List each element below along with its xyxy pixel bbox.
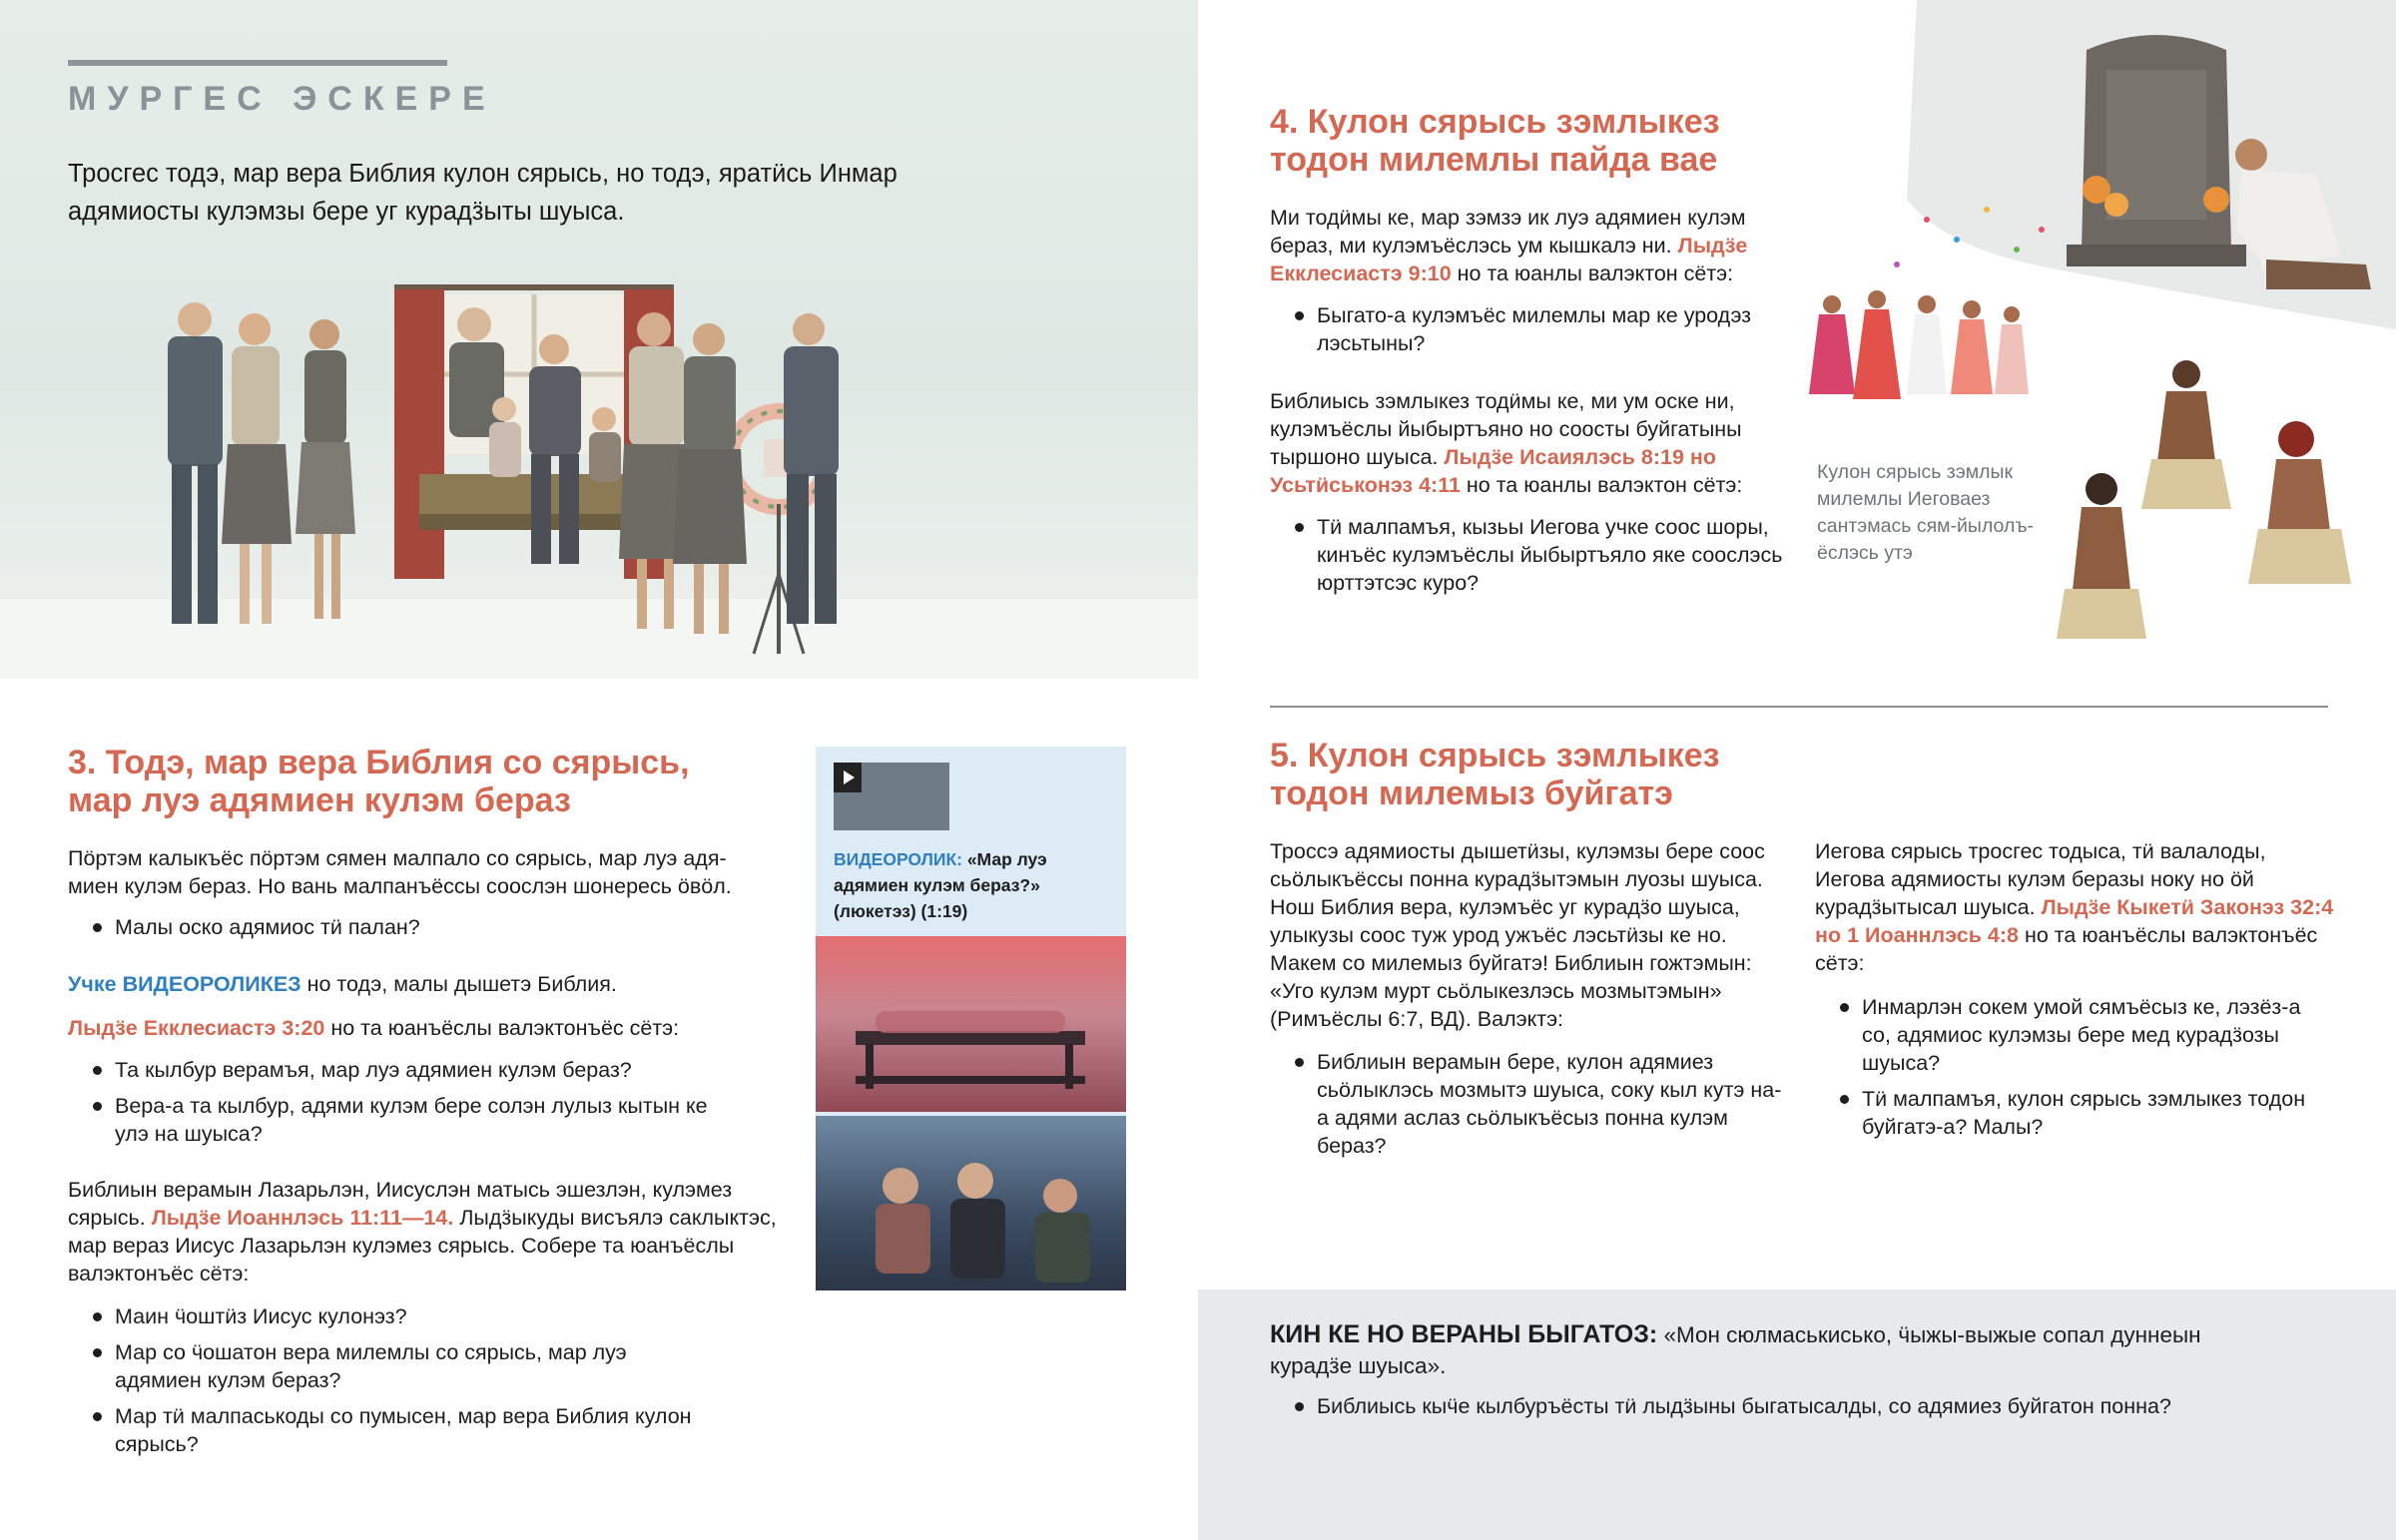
bullet: Быгато-а кулэмъёс милемлы мар ке уродэз лэсьтыны? [1270, 301, 1789, 357]
scripture-link[interactable]: Лыдӟе Кыкетӥ Законэз 32:4 но 1 Иоаннлэсь 4:8 [1815, 895, 2334, 947]
hospital-bed-illustration [816, 936, 1126, 1112]
funeral-illustration [120, 274, 879, 669]
cemetery-festival-illustration [1797, 0, 2396, 679]
section-5-paragraph-1: Троссэ адямиосты дышетӥзы, кулэмзы бере соос сьӧлыкъёссы понна курадӟытэмын луозы шуыса. Нош Библия вера, кулэмъёс уг курадӟо шуыса, улыкузы соос туж урод ужъёс лэсьтӥзы ке но. Макем со милемыз буйгатэ! Библиын гожтэмын: «Уго кулэм мурт сьӧлыкезлэсь мозмытэмын» (Римъёслы 6:7, ВД). Валэктэ: [1270, 839, 1765, 1031]
paragraph-text: Иегова сярысь тросгес тодыса, тӥ валалоды, Иегова адямиосты кулэм беразы ноку но ӧй курадӟытысал шуыса. [1815, 839, 2266, 919]
section-4-title [1270, 103, 1829, 179]
paragraph-text: Лыдӟыкуды висъялэ саклыктэс, мар вераз Иисус Лазарьлэн кулэмез сярысь. Собере та юанъёслы валэктонъёс сётэ: [68, 1206, 777, 1285]
section-5-title-line2: тодон милемыз буйгатэ [1270, 774, 1673, 812]
hero-section [0, 0, 1198, 679]
bullet: Вера-а та кылбур, адями кулэм бере солэн лулыз кытын ке улэ на шуыса? [68, 1092, 717, 1148]
hospital-image [816, 936, 1126, 1112]
section-5-paragraph-2 [1815, 837, 2334, 977]
intro-text: Тросгес тодэ, мар вера Библия кулон сярысь, но тодэ, яратӥсь Инмар адямиосты кулэмзы бере уг курадӟыты шуыса. [68, 160, 898, 226]
bullet: Инмарлэн сокем умой сямъёсыз ке, лэзёз-а со, адямиос кулэмзы бере мед курадӟозы шуыса? [1815, 993, 2334, 1077]
section-5-title-line1: 5. Кулон сярысь зэмлыкез [1270, 737, 1720, 774]
play-icon[interactable] [834, 763, 862, 792]
video-title: «Мар луэ адямиен кулэм бераз?» (люкетэз) (1:19) [834, 849, 1047, 921]
section-5-title [1270, 737, 1829, 812]
section-5-bullets-1 [1270, 1048, 1789, 1168]
bullet: Мар тӥ малпаськоды со пумысен, мар вера Библия кулон сярысь? [68, 1402, 717, 1458]
video-link[interactable]: ВИДЕОРОЛИКЕЗ [122, 972, 301, 996]
scripture-link[interactable]: Лыдӟе Иоаннлэсь 11:11—14. [151, 1206, 454, 1230]
video-caption [834, 846, 1113, 924]
section-3-title-line2: мар луэ адямиен кулэм бераз [68, 781, 571, 819]
section-4-title-line1: 4. Кулон сярысь зэмлыкез [1270, 103, 1720, 141]
section-4-bullets-1 [1270, 301, 1789, 365]
grieving-people-image [816, 1116, 1126, 1290]
bullet: Малы оско адямиос тӥ палан? [68, 913, 767, 941]
section-3-paragraph-2 [68, 970, 787, 998]
bullet: Маин ӵоштӥз Иисус кулонэз? [68, 1302, 717, 1330]
video-card[interactable] [816, 747, 1126, 1290]
section-divider [1270, 706, 2328, 708]
footer-bullets [1270, 1392, 2318, 1428]
section-4-bullets-2 [1270, 513, 1789, 605]
bullet: Та кылбур верамъя, мар луэ адямиен кулэм бераз? [68, 1056, 717, 1084]
scripture-link[interactable]: Лыдӟе Исаиялэсь 8:19 но Усьтӥськонэз 4:11 [1270, 445, 1716, 497]
section-3-title [68, 744, 787, 819]
section-4-paragraph-2 [1270, 387, 1789, 499]
paragraph-text: но тодэ, малы дышетэ Библия. [300, 972, 617, 996]
bullet: Тӥ малпамъя, кызьы Иегова учке соос шоры, кинъёс кулэмъёслы йыбыртъяло яке соослэсь юрттэтсэс куро? [1270, 513, 1789, 597]
bullet: Мар со ӵошатон вера милемлы со сярысь, мар луэ адямиен кулэм бераз? [68, 1338, 717, 1394]
footer-paragraph [1270, 1319, 2268, 1381]
paragraph-text: Ми тодӥмы ке, мар зэмзэ ик луэ адямиен кулэм бераз, ми кулэмъёслэсь ум кышкалэ ни. [1270, 206, 1746, 257]
section-4-paragraph-1 [1270, 204, 1789, 287]
scripture-link[interactable]: Лыдӟе Екклесиастэ 9:10 [1270, 234, 1748, 285]
section-3-bullets-1 [68, 913, 767, 949]
video-thumbnail[interactable] [834, 763, 949, 830]
eyebrow-rule [68, 60, 447, 66]
section-3-bullets-2 [68, 1056, 717, 1156]
paragraph-text: но та юанлы валэктон сётэ: [1451, 261, 1734, 285]
someone-may-say-box [1198, 1289, 2396, 1540]
paragraph-text: Учке [68, 972, 123, 996]
section-3-paragraph-1: Пӧртэм калыкъёс пӧртэм сямен малпало со сярысь, мар луэ адямиен кулэм бераз. Но вань малпанъёссы соослэн шонересь ӧвӧл. [68, 846, 732, 898]
paragraph-text: Библиын верамын Лазарьлэн, Иисуслэн матысь эшезлэн, кулэмез сярысь. [68, 1178, 733, 1230]
section-3-bullets-3 [68, 1302, 717, 1466]
eyebrow-title: МУРГЕС ЭСКЕРЕ [68, 80, 496, 118]
section-3-paragraph-3 [68, 1014, 787, 1042]
section-3-paragraph-4 [68, 1176, 777, 1287]
section-3-title-line1: 3. Тодэ, мар вера Библия со сярысь, [68, 744, 690, 781]
paragraph-text: Библиысь зэмлыкез тодӥмы ке, ми ум оске ни, кулэмъёслы йыбыртъяно но соосты буйгатыны тыршоно шуыса. [1270, 389, 1742, 469]
bullet: Тӥ малпамъя, кулон сярысь зэмлыкез тодон буйгатэ-а? Малы? [1815, 1085, 2334, 1141]
bullet: Библиын верамын бере, кулон адямиез сьӧлыклэсь мозмытэ шуыса, соку кыл кутэ на-а адями аслаз сьӧлыкъёсыз понна кулэм бераз? [1270, 1048, 1789, 1160]
section-4-title-line2: тодон милемлы пайда вае [1270, 141, 1718, 179]
video-label: ВИДЕОРОЛИК: [834, 849, 962, 869]
paragraph-text: но та юанъёслы валэктонъёс сётэ: [1815, 923, 2318, 975]
footer-quote: «Мон сюлмаськисько, ӵыжы-выжые сопал дуннеын курадӟе шуыса». [1270, 1322, 2201, 1378]
bullet: Библиысь кыӵе кылбуръёсты тӥ лыдӟыны быгатысалды, со адямиез буйгатон понна? [1270, 1392, 2318, 1420]
station-bench-illustration [816, 1116, 1126, 1290]
illustration-caption: Кулон сярысь зэмлык милемлы Иеговаез сантэмась сям-йылолъёслэсь утэ [1817, 461, 2035, 564]
section-5-bullets-2 [1815, 993, 2334, 1149]
scripture-link[interactable]: Лыдӟе Екклесиастэ 3:20 [68, 1016, 325, 1040]
paragraph-text: но та юанъёслы валэктонъёс сётэ: [324, 1016, 680, 1040]
paragraph-text: но та юанлы валэктон сётэ: [1460, 473, 1743, 497]
footer-title: КИН КЕ НО ВЕРАНЫ БЫГАТОЗ: [1270, 1320, 1658, 1348]
